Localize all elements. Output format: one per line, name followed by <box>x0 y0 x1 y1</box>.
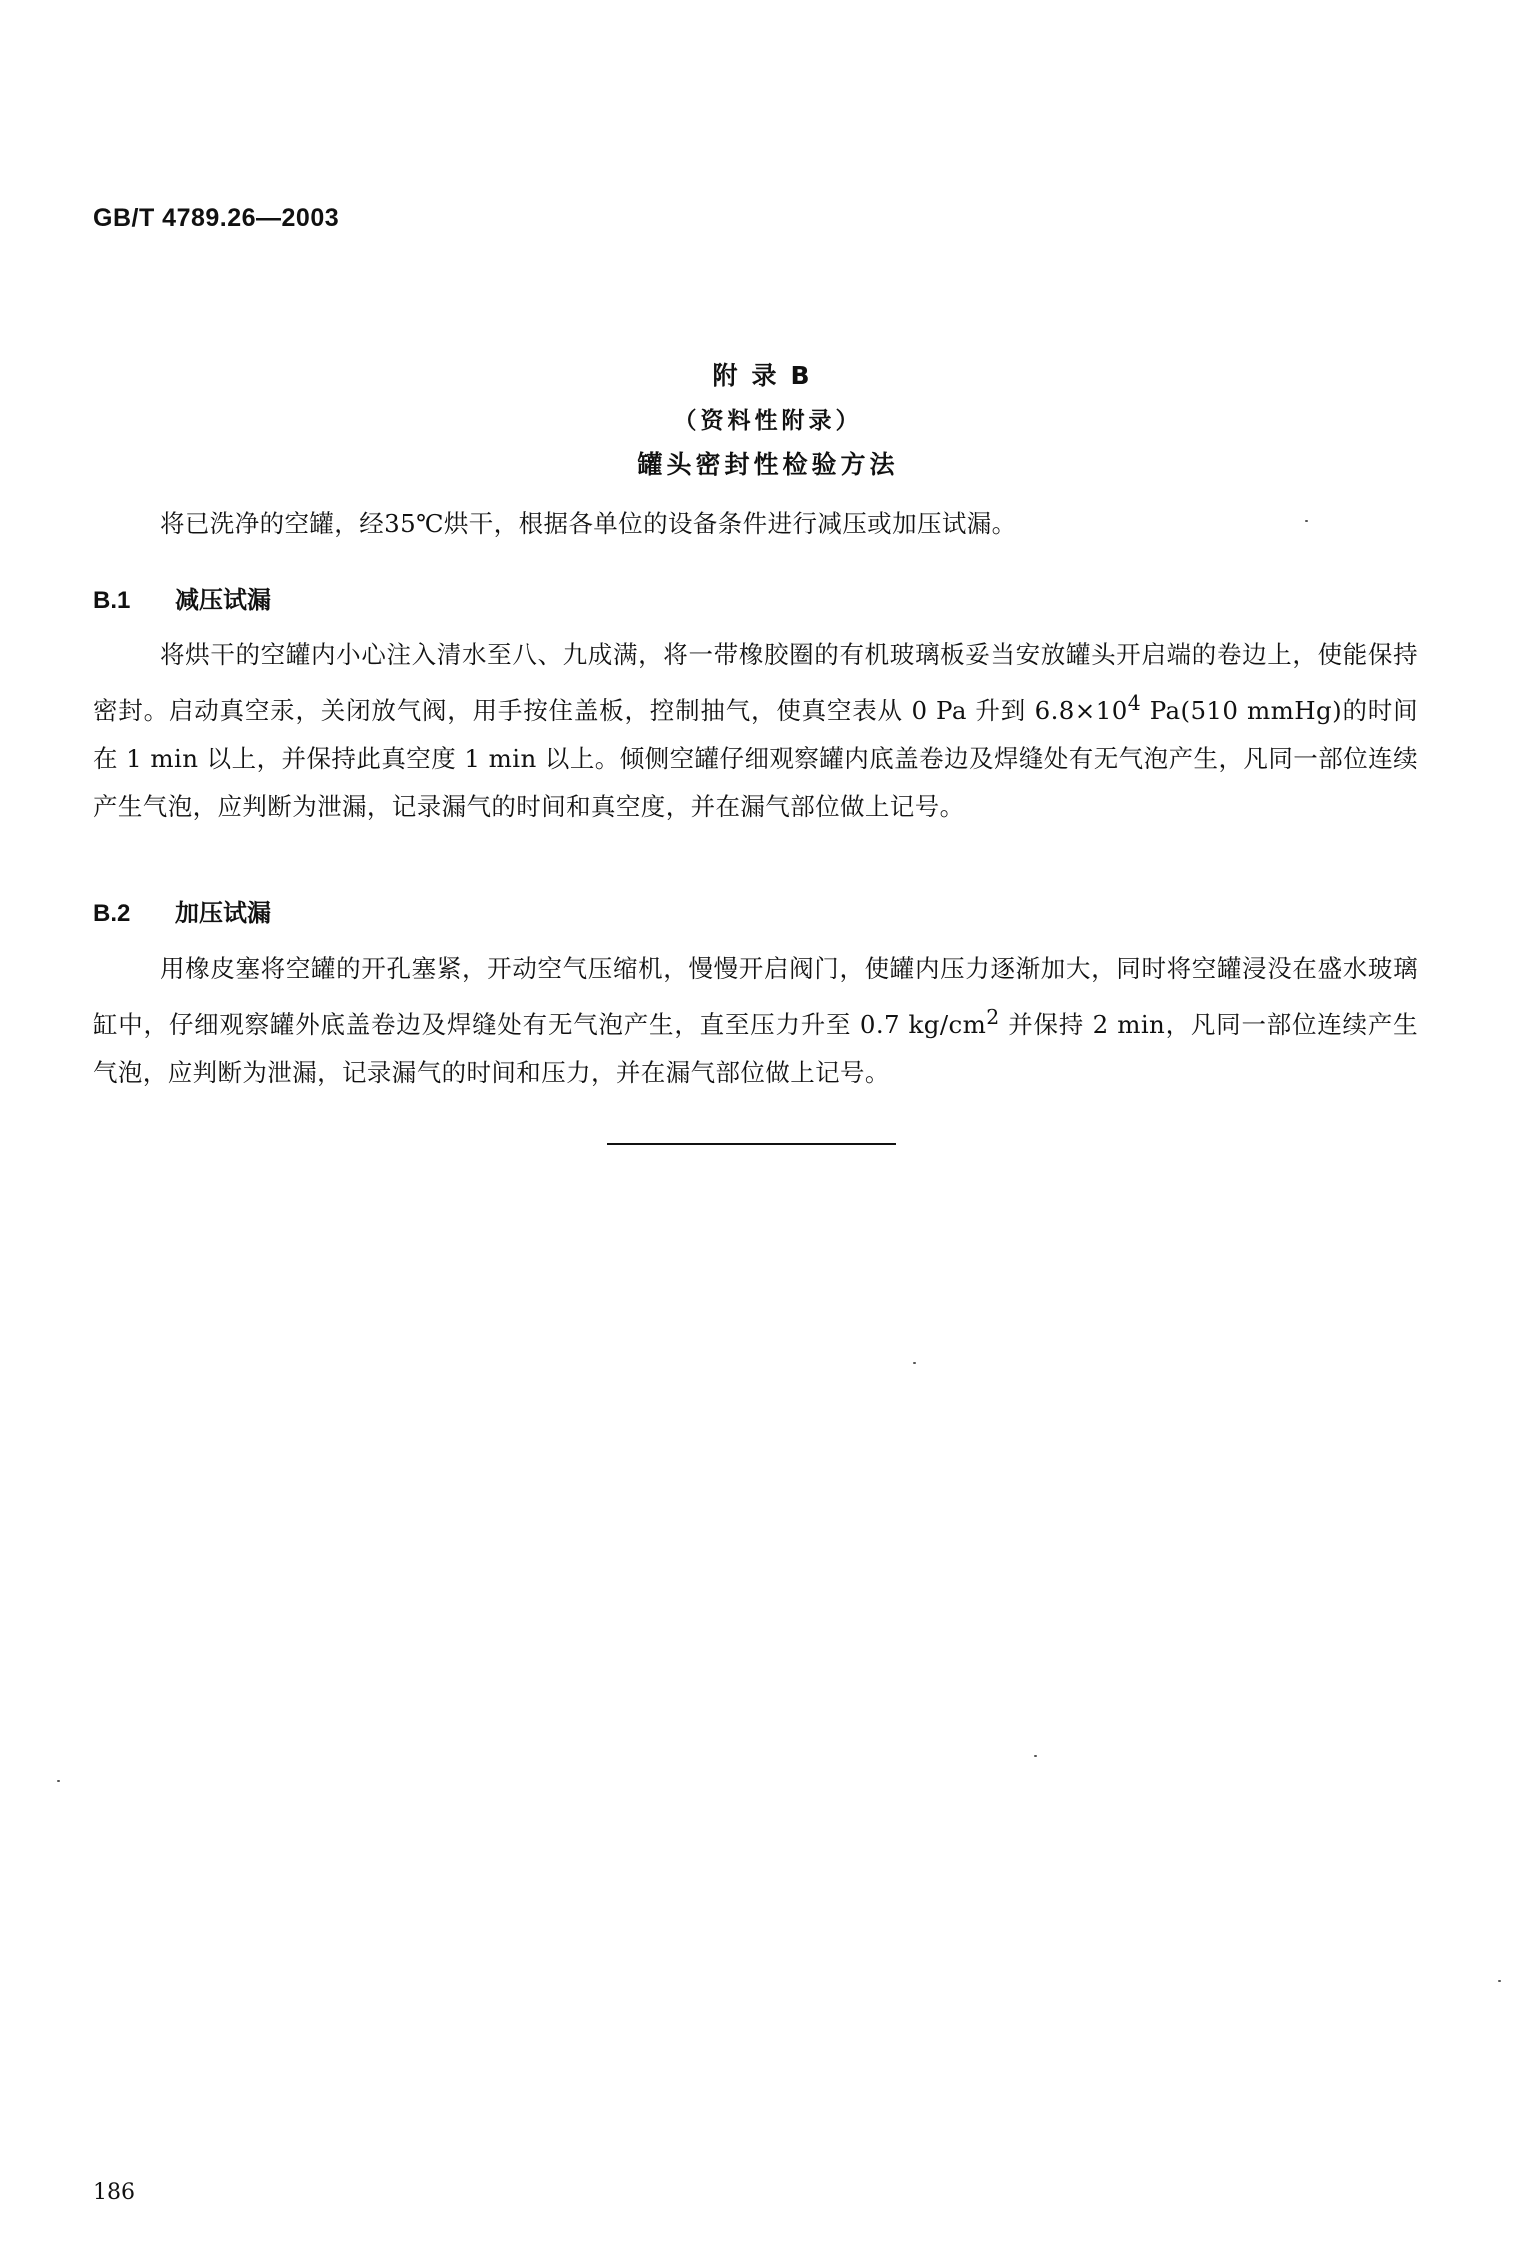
annex-label: 附录B <box>712 361 824 390</box>
section-heading-b1 <box>93 580 271 615</box>
end-of-annex-rule <box>607 1143 896 1145</box>
scan-speck <box>1498 1980 1501 1982</box>
scan-speck <box>1034 1755 1037 1757</box>
paragraph-text: 并保持 2 min，凡同一部位连续产生气泡，应判断为泄漏，记录漏气的时间和压力，并在漏气部位做上记号。 <box>93 1010 1418 1088</box>
section-number: B.1 <box>93 587 131 614</box>
scan-speck <box>57 1780 60 1782</box>
scan-speck <box>913 1362 916 1364</box>
paragraph-text: 用橡皮塞将空罐的开孔塞紧，开动空气压缩机，慢慢开启阀门，使罐内压力逐渐加大，同时将空罐浸没在盛水玻璃缸中，仔细观察罐外底盖卷边及焊缝处有无气泡产生，直至压力升至 0.7 kg/cm <box>93 954 1418 1040</box>
annex-title: 罐头密封性检验方法 <box>637 450 899 479</box>
section-paragraph-b1 <box>93 631 1418 831</box>
page-number: 186 <box>93 2180 135 2205</box>
section-paragraph-b2 <box>93 945 1418 1097</box>
section-heading-b2 <box>93 893 271 928</box>
section-number: B.2 <box>93 900 131 927</box>
superscript-exponent: 4 <box>1127 691 1142 715</box>
paragraph-text: 将烘干的空罐内小心注入清水至八、九成满，将一带橡胶圈的有机玻璃板妥当安放罐头开启端的卷边上，使能保持密封。启动真空汞，关闭放气阀，用手按住盖板，控制抽气，使真空表从 0 Pa 升到 6.8×10 <box>93 640 1418 726</box>
scan-speck <box>1305 520 1308 522</box>
annex-type: （资料性附录） <box>673 408 863 434</box>
paragraph-text: Pa(510 mmHg)的时间在 1 min 以上，并保持此真空度 1 min 以上。倾侧空罐仔细观察罐内底盖卷边及焊缝处有无气泡产生，凡同一部位连续产生气泡，应判断为泄漏，记录漏气的时间和真空度，并在漏气部位做上记号。 <box>93 696 1418 822</box>
standard-number: GB/T 4789.26—2003 <box>93 204 340 232</box>
section-title: 减压试漏 <box>175 586 271 614</box>
superscript-exponent: 2 <box>986 1005 1000 1029</box>
intro-paragraph: 将已洗净的空罐，经35℃烘干，根据各单位的设备条件进行减压或加压试漏。 <box>160 509 1017 538</box>
section-title: 加压试漏 <box>175 899 271 927</box>
